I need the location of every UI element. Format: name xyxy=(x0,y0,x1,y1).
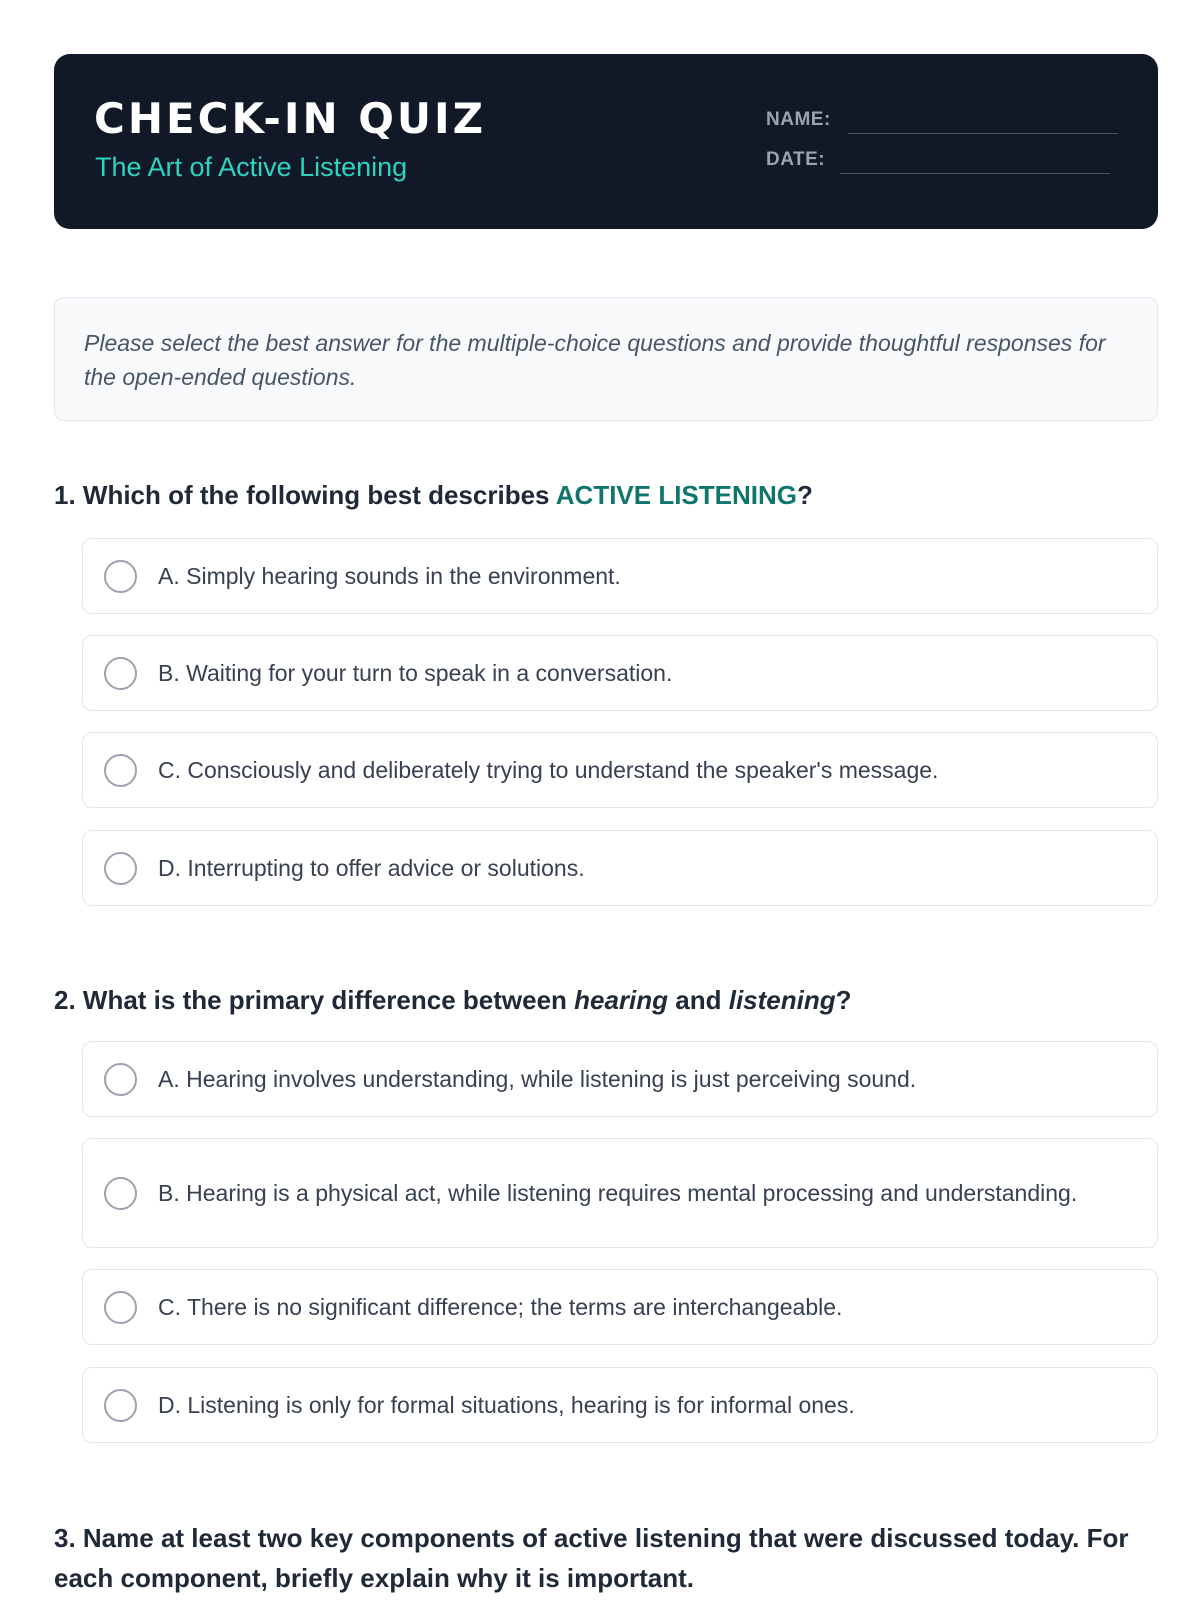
q1-option-c[interactable] xyxy=(82,732,1158,808)
date-label: DATE: xyxy=(766,149,826,170)
question-1-prefix: 1. Which of the following best describes xyxy=(54,480,556,510)
date-field[interactable] xyxy=(766,145,1126,175)
question-2-term-hearing: hearing xyxy=(574,985,669,1015)
date-line[interactable] xyxy=(840,173,1110,174)
question-2-prefix: 2. What is the primary difference between xyxy=(54,985,575,1015)
radio-button[interactable] xyxy=(104,560,137,593)
option-label: C. Consciously and deliberately trying to understand the speaker's message. xyxy=(158,757,939,783)
question-2-term-listening: listening xyxy=(728,985,836,1015)
question-1-suffix: ? xyxy=(797,480,813,510)
radio-button[interactable] xyxy=(104,1177,137,1210)
option-label: A. Hearing involves understanding, while listening is just perceiving sound. xyxy=(158,1066,917,1092)
radio-button[interactable] xyxy=(104,1389,137,1422)
q1-option-a[interactable] xyxy=(82,538,1158,614)
quiz-header xyxy=(54,54,1158,229)
q2-option-d[interactable] xyxy=(82,1367,1158,1443)
quiz-title: CHECK-IN QUIZ xyxy=(94,94,487,143)
question-1-highlight: ACTIVE LISTENING xyxy=(555,480,798,510)
name-line[interactable] xyxy=(848,133,1118,134)
option-label: A. Simply hearing sounds in the environment. xyxy=(158,563,621,589)
q1-option-b[interactable] xyxy=(82,635,1158,711)
instructions-box: Please select the best answer for the multiple-choice questions and provide thoughtful responses for the open-ended questions. xyxy=(54,297,1158,421)
question-2-suffix: ? xyxy=(835,985,852,1015)
question-1 xyxy=(54,475,1164,515)
q2-option-a[interactable] xyxy=(82,1041,1158,1117)
option-label: D. Interrupting to offer advice or solutions. xyxy=(158,855,585,881)
name-field[interactable] xyxy=(766,105,1126,135)
q1-option-d[interactable] xyxy=(82,830,1158,906)
question-2-middle: and xyxy=(668,985,729,1015)
question-3: 3. Name at least two key components of active listening that were discussed today. For each component, briefly explain why it is important. xyxy=(54,1523,1129,1593)
q2-option-c[interactable] xyxy=(82,1269,1158,1345)
radio-button[interactable] xyxy=(104,1291,137,1324)
option-label: D. Listening is only for formal situations, hearing is for informal ones. xyxy=(158,1392,855,1418)
question-2 xyxy=(54,980,1164,1020)
radio-button[interactable] xyxy=(104,1063,137,1096)
radio-button[interactable] xyxy=(104,852,137,885)
option-label: B. Waiting for your turn to speak in a conversation. xyxy=(158,660,673,686)
quiz-subtitle: The Art of Active Listening xyxy=(95,152,408,182)
radio-button[interactable] xyxy=(104,657,137,690)
q2-option-b[interactable] xyxy=(82,1138,1158,1248)
option-label: B. Hearing is a physical act, while listening requires mental processing and understanding. xyxy=(158,1180,1078,1206)
name-label: NAME: xyxy=(766,109,831,130)
option-label: C. There is no significant difference; the terms are interchangeable. xyxy=(158,1294,843,1320)
radio-button[interactable] xyxy=(104,754,137,787)
